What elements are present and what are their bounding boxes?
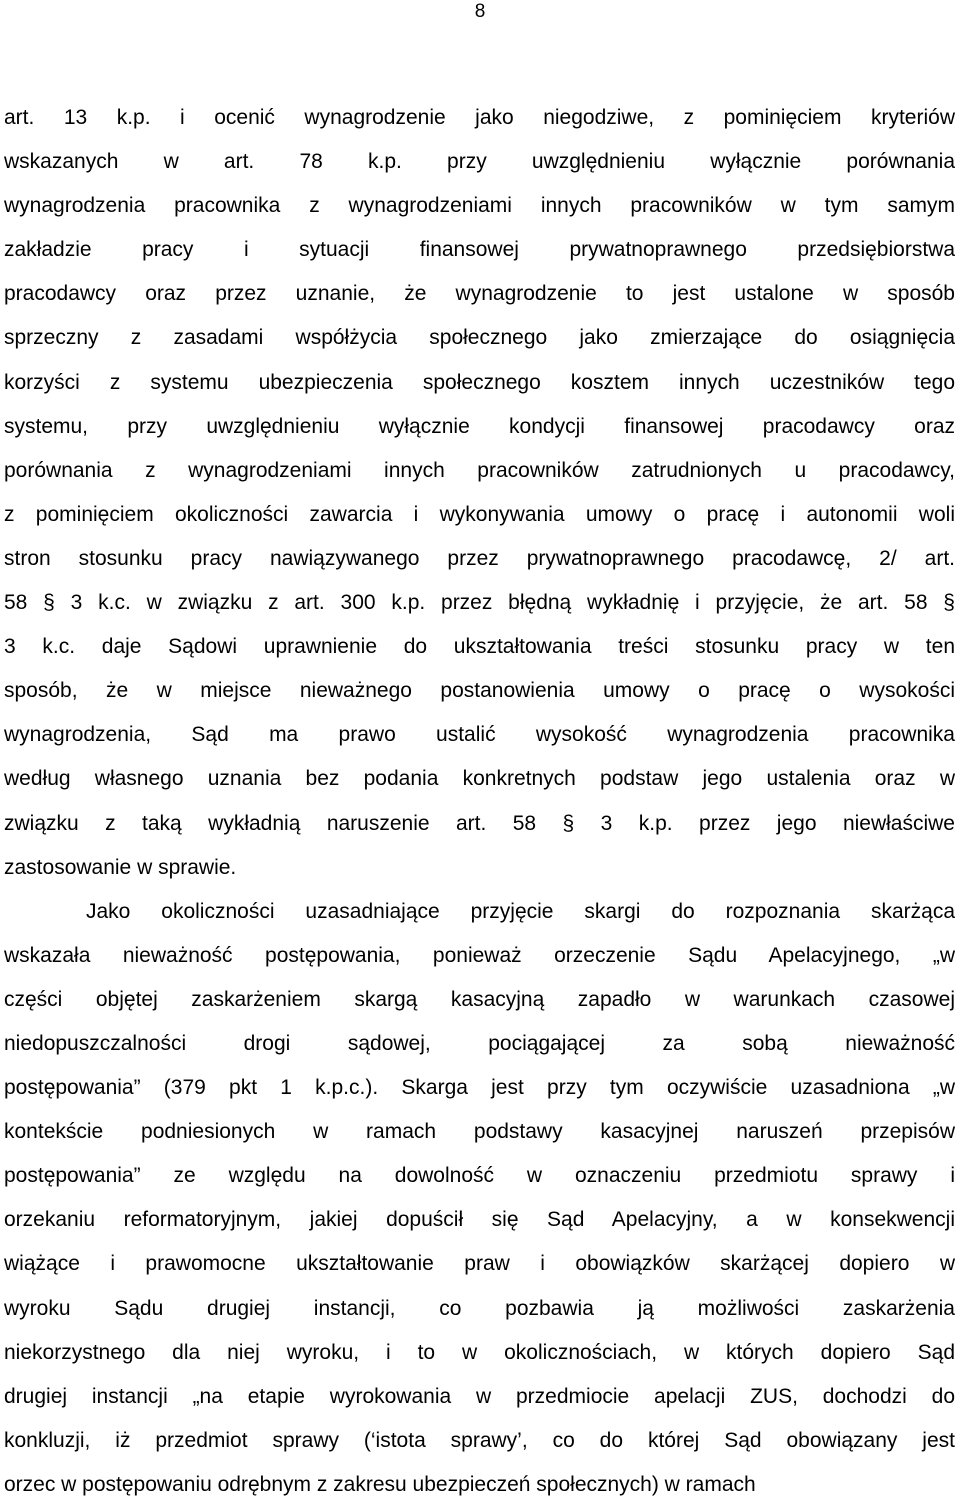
text-line: Jako okoliczności uzasadniające przyjęcie skargi do rozpoznania skarżąca [86, 899, 955, 923]
text-line: wynagrodzenia, Sąd ma prawo ustalić wysokość wynagrodzenia pracownika [4, 723, 955, 747]
text-line: wyroku Sądu drugiej instancji, co pozbawia ją możliwości zaskarżenia [4, 1296, 955, 1320]
text-line: niedopuszczalności drogi sądowej, pociągającej za sobą nieważność [4, 1031, 955, 1055]
text-line: wskazanych w art. 78 k.p. przy uwzględnieniu wyłącznie porównania [4, 150, 955, 174]
text-line: kontekście podniesionych w ramach podstawy kasacyjnej naruszeń przepisów [4, 1120, 955, 1144]
paragraph [4, 96, 955, 890]
page-number: 8 [474, 1, 486, 22]
text-line: wskazała nieważność postępowania, ponieważ orzeczenie Sądu Apelacyjnego, „w [4, 943, 955, 967]
text-line: systemu, przy uwzględnieniu wyłącznie kondycji finansowej pracodawcy oraz [4, 414, 955, 438]
text-line: zakładzie pracy i sytuacji finansowej prywatnoprawnego przedsiębiorstwa [4, 238, 955, 262]
text-line: drugiej instancji „na etapie wyrokowania w przedmiocie apelacji ZUS, dochodzi do [4, 1384, 955, 1408]
text-line: postępowania” (379 pkt 1 k.p.c.). Skarga jest przy tym oczywiście uzasadniona „w [4, 1076, 955, 1100]
text-line: konkluzji, iż przedmiot sprawy (‘istota sprawy’, co do której Sąd obowiązany jest [4, 1428, 955, 1452]
text-line: pracodawcy oraz przez uznanie, że wynagrodzenie to jest ustalone w sposób [4, 282, 955, 306]
text-line: części objętej zaskarżeniem skargą kasacyjną zapadło w warunkach czasowej [4, 987, 955, 1011]
text-line: wynagrodzenia pracownika z wynagrodzeniami innych pracowników w tym samym [4, 194, 955, 218]
text-line: związku z taką wykładnią naruszenie art. 58 § 3 k.p. przez jego niewłaściwe [4, 811, 955, 835]
text-line: stron stosunku pracy nawiązywanego przez prywatnoprawnego pracodawcę, 2/ art. [4, 546, 955, 570]
text-line: art. 13 k.p. i ocenić wynagrodzenie jako niegodziwe, z pominięciem kryteriów [4, 106, 955, 129]
text-line: orzec w postępowaniu odrębnym z zakresu ubezpieczeń społecznych) w ramach [4, 1472, 756, 1496]
text-line: wiążące i prawomocne ukształtowanie praw i obowiązków skarżącej dopiero w [4, 1252, 955, 1276]
text-line: 3 k.c. daje Sądowi uprawnienie do ukształtowania treści stosunku pracy w ten [4, 635, 955, 659]
text-line: korzyści z systemu ubezpieczenia społecznego kosztem innych uczestników tego [4, 370, 955, 394]
document-body [4, 96, 955, 1507]
paragraph [4, 890, 955, 1507]
text-line: niekorzystnego dla niej wyroku, i to w okolicznościach, w których dopiero Sąd [4, 1340, 955, 1364]
text-line: postępowania” ze względu na dowolność w oznaczeniu przedmiotu sprawy i [4, 1164, 955, 1188]
text-line: z pominięciem okoliczności zawarcia i wykonywania umowy o pracę i autonomii woli [4, 502, 955, 526]
text-line: porównania z wynagrodzeniami innych pracowników zatrudnionych u pracodawcy, [4, 458, 955, 482]
text-line: zastosowanie w sprawie. [4, 855, 237, 879]
text-line: sposób, że w miejsce nieważnego postanowienia umowy o pracę o wysokości [4, 679, 955, 703]
text-line: według własnego uznania bez podania konkretnych podstaw jego ustalenia oraz w [4, 767, 955, 791]
text-line: 58 § 3 k.c. w związku z art. 300 k.p. przez błędną wykładnię i przyjęcie, że art. 58 § [4, 591, 955, 615]
text-line: sprzeczny z zasadami współżycia społecznego jako zmierzające do osiągnięcia [4, 326, 955, 350]
text-line: orzekaniu reformatoryjnym, jakiej dopuścił się Sąd Apelacyjny, a w konsekwencji [4, 1208, 955, 1232]
